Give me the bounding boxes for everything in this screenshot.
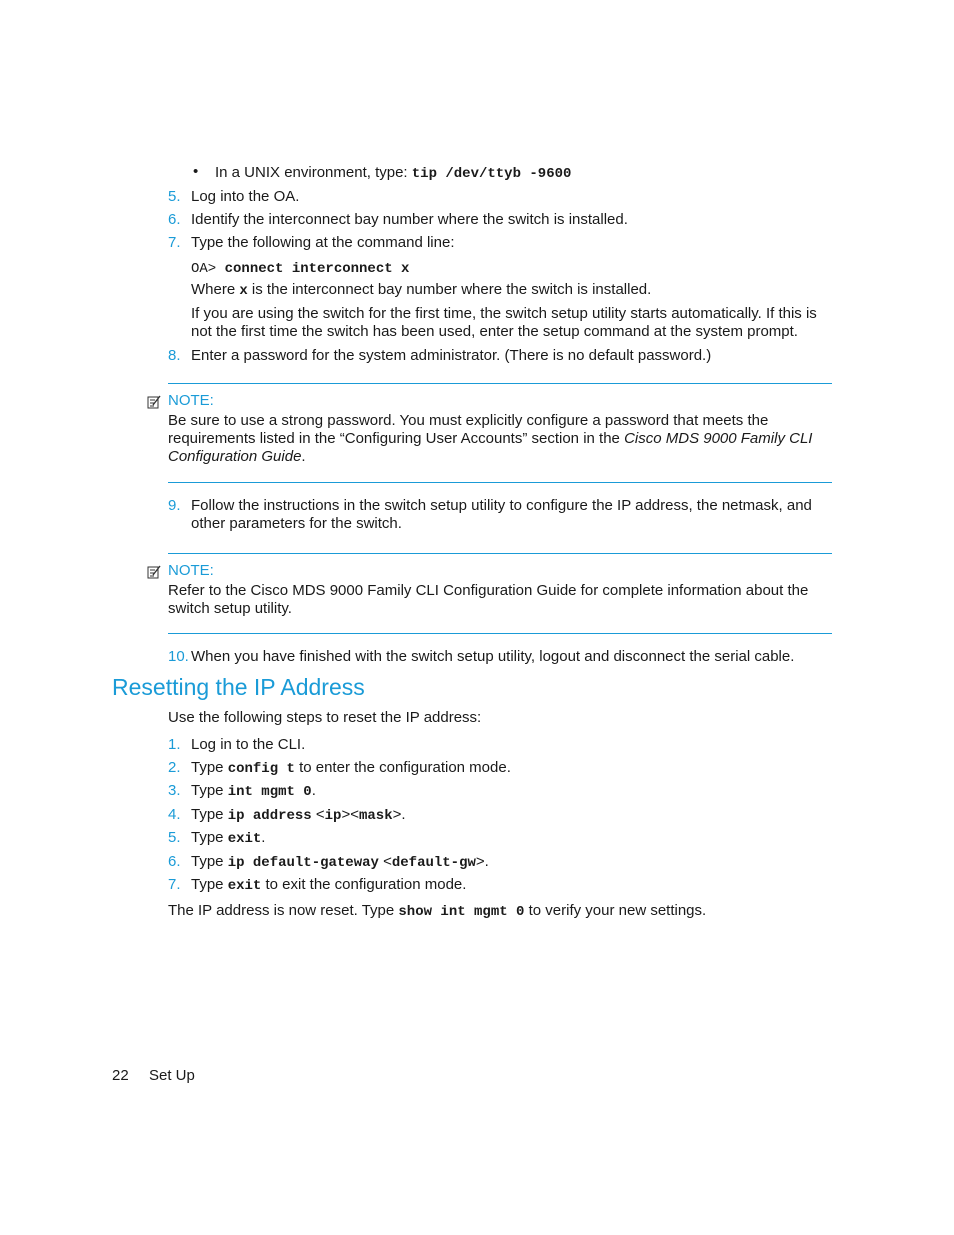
step-7-number: 7.	[168, 234, 181, 251]
gt-symbol: >.	[475, 853, 489, 870]
lt-symbol: <	[378, 853, 392, 870]
default-gw-arg: default-gw	[391, 855, 476, 871]
where-variable: x	[239, 283, 248, 299]
where-pre: Where	[191, 281, 240, 298]
reset-step-7-text	[191, 876, 466, 894]
reset-step-7-post: to exit the configuration mode.	[261, 876, 467, 893]
note-1-text: Be sure to use a strong password. You must explicitly configure a password that meets the requirements listed in the “Configuring User Accounts” section in the	[168, 412, 769, 447]
step-6-number: 6.	[168, 211, 181, 228]
step-9-text: Follow the instructions in the switch setup utility to configure the IP address, the netmask, and other parameters for the switch.	[191, 497, 812, 532]
reset-step-7-pre: Type	[191, 876, 228, 893]
closing-post: to verify your new settings.	[524, 902, 707, 919]
exit-command: exit	[227, 831, 262, 847]
step-8-number: 8.	[168, 347, 181, 364]
note-1-bottom-rule	[168, 482, 832, 483]
reset-step-5-text	[191, 829, 265, 847]
connect-command: connect interconnect x	[224, 261, 410, 277]
closing-paragraph	[168, 902, 706, 920]
reset-step-2-number: 2.	[168, 759, 181, 776]
reset-step-6-text	[191, 853, 489, 871]
reset-step-3-number: 3.	[168, 782, 181, 799]
gt-symbol: >.	[392, 806, 406, 823]
section-heading: Resetting the IP Address	[112, 674, 365, 700]
reset-step-4-number: 4.	[168, 806, 181, 823]
step-7-text: Type the following at the command line:	[191, 234, 455, 251]
note-1-text-end: .	[301, 448, 306, 465]
reset-step-1-text: Log in to the CLI.	[191, 736, 306, 753]
exit-command: exit	[227, 878, 262, 894]
unix-instruction	[215, 164, 571, 182]
oa-prompt: OA>	[191, 261, 225, 277]
reset-step-3-pre: Type	[191, 782, 228, 799]
reset-step-5-number: 5.	[168, 829, 181, 846]
step-5-text: Log into the OA.	[191, 188, 300, 205]
note-icon	[147, 565, 161, 579]
step-5-number: 5.	[168, 188, 181, 205]
note-2-body: Refer to the Cisco MDS 9000 Family CLI Configuration Guide for complete information about the switch setup utility.	[168, 582, 809, 617]
page-number: 22	[112, 1067, 129, 1084]
unix-command: tip /dev/ttyb -9600	[411, 166, 572, 182]
step-10-text: When you have finished with the switch setup utility, logout and disconnect the serial cable.	[191, 648, 795, 665]
reset-step-4-text	[191, 806, 406, 824]
reset-step-5-post: .	[261, 829, 266, 846]
int-mgmt-command: int mgmt 0	[227, 784, 312, 800]
first-time-paragraph: If you are using the switch for the first time, the switch setup utility starts automatically. If this is not the first time the switch has been used, enter the setup command at the system prompt.	[191, 305, 817, 340]
arg-separator: ><	[341, 806, 359, 823]
reset-step-7-number: 7.	[168, 876, 181, 893]
note-2-label: NOTE:	[168, 562, 214, 579]
note-2-bottom-rule	[168, 633, 832, 634]
where-post: is the interconnect bay number where the switch is installed.	[247, 281, 652, 298]
reset-step-2-post: to enter the configuration mode.	[294, 759, 511, 776]
note-icon	[147, 395, 161, 409]
closing-pre: The IP address is now reset. Type	[168, 902, 399, 919]
default-gateway-command: ip default-gateway	[227, 855, 379, 871]
step-8-text: Enter a password for the system administrator. (There is no default password.)	[191, 347, 712, 364]
reset-step-4-pre: Type	[191, 806, 228, 823]
step-9-number: 9.	[168, 497, 181, 514]
reset-step-3-text	[191, 782, 316, 800]
show-int-command: show int mgmt 0	[398, 904, 525, 920]
reset-step-6-pre: Type	[191, 853, 228, 870]
step-10-number: 10.	[168, 648, 189, 665]
where-explanation	[191, 281, 651, 299]
note-1-body	[168, 412, 832, 466]
footer-section: Set Up	[149, 1067, 195, 1084]
reset-step-2-pre: Type	[191, 759, 228, 776]
reset-step-5-pre: Type	[191, 829, 228, 846]
section-intro: Use the following steps to reset the IP address:	[168, 709, 482, 726]
reset-step-3-post: .	[311, 782, 316, 799]
note-1-label: NOTE:	[168, 392, 214, 409]
ip-arg: ip	[324, 808, 342, 824]
ip-address-command: ip address	[227, 808, 312, 824]
reset-step-6-number: 6.	[168, 853, 181, 870]
step-6-text: Identify the interconnect bay number where the switch is installed.	[191, 211, 628, 228]
lt-symbol: <	[311, 806, 325, 823]
unix-bullet: •	[193, 163, 199, 180]
note-1-top-rule	[168, 383, 832, 384]
command-line-example	[191, 259, 409, 277]
unix-instruction-text: In a UNIX environment, type:	[215, 164, 412, 181]
mask-arg: mask	[358, 808, 393, 824]
config-t-command: config t	[227, 761, 295, 777]
note-2-top-rule	[168, 553, 832, 554]
note-1-guide-title: Cisco MDS 9000 Family CLI Configuration Guide	[168, 430, 813, 465]
reset-step-2-text	[191, 759, 511, 777]
reset-step-1-number: 1.	[168, 736, 181, 753]
